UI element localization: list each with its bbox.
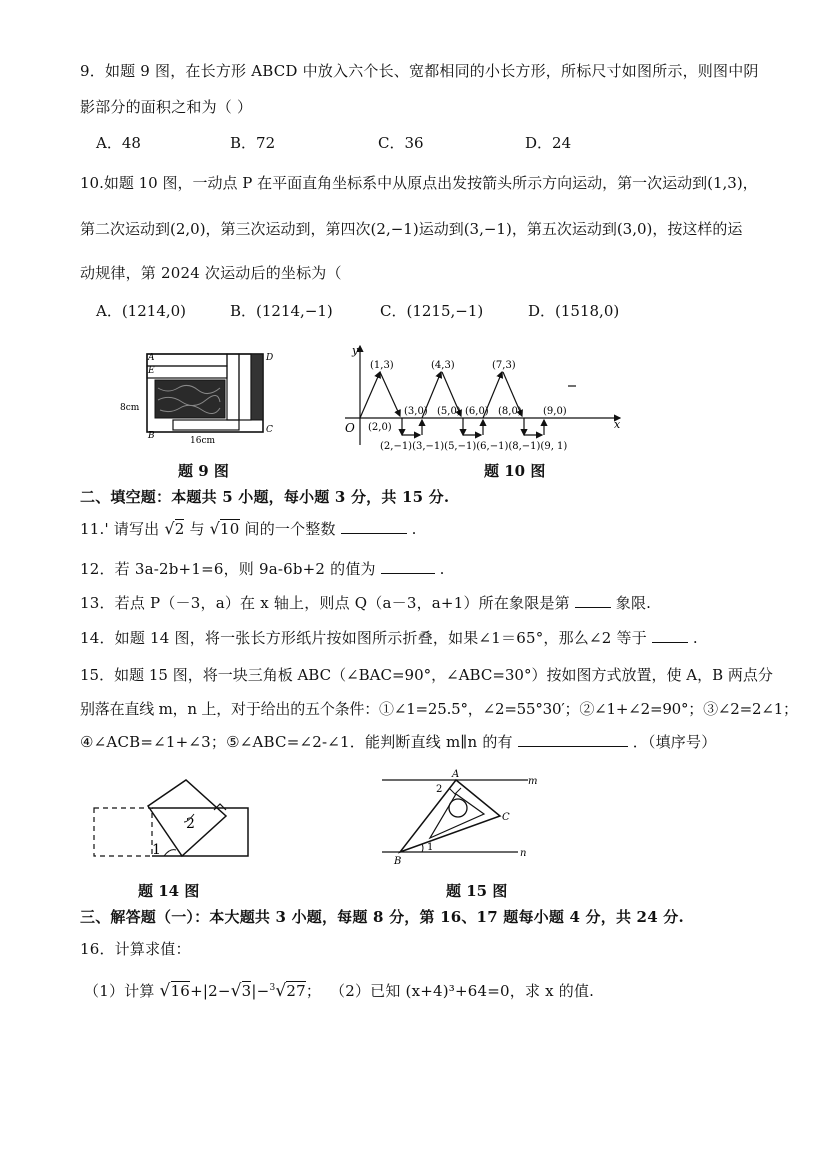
fig9-width-label: 16cm bbox=[190, 436, 216, 444]
fig15-label-m: m bbox=[528, 776, 538, 787]
q15-answer-blank[interactable] bbox=[518, 732, 628, 747]
figure-15 bbox=[378, 768, 538, 864]
q15-line3 bbox=[80, 731, 716, 752]
fig9-label-d: D bbox=[266, 353, 274, 363]
q11-sqrt2: 2 bbox=[174, 520, 185, 538]
q9-line1: 9．如题 9 图，在长方形 ABCD 中放入六个长、宽都相同的小长方形，所标尺寸如图所示，则图中阴 bbox=[80, 62, 759, 80]
q9-option-d: D．24 bbox=[525, 134, 572, 152]
q10-line3: 动规律，第 2024 次运动后的坐标为（ bbox=[80, 264, 342, 282]
section2-title: 二、填空题：本题共 5 小题，每小题 3 分，共 15 分. bbox=[80, 488, 450, 506]
fig10-y-label: y bbox=[352, 344, 359, 357]
q13-end: 象限. bbox=[615, 594, 652, 612]
fig9-label-c: C bbox=[266, 425, 273, 435]
fig9-label-e: E bbox=[148, 366, 155, 376]
fig14-caption: 题 14 图 bbox=[138, 882, 200, 900]
q15-end: ．（填序号） bbox=[632, 733, 717, 751]
figure-9 bbox=[118, 348, 278, 444]
q15-line2: 别落在直线 m，n 上，对于给出的五个条件：①∠1=25.5°，∠2=55°30′；②∠1+∠2=90°；③∠2=2∠1； bbox=[80, 700, 798, 718]
q9-line2: 影部分的面积之和为（ ） bbox=[80, 98, 253, 116]
q10-line1: 10.如题 10 图，一动点 P 在平面直角坐标系中从原点出发按箭头所示方向运动，第一次运动到(1,3)， bbox=[80, 174, 758, 192]
fig14-angle-2: 2 bbox=[186, 816, 195, 832]
sqrt-icon: √ bbox=[164, 519, 175, 538]
fig10-p30: (3,0) bbox=[404, 406, 428, 417]
sqrt-icon: √ bbox=[209, 519, 221, 538]
cube-root-icon: √ bbox=[275, 981, 287, 1001]
q15-line3-text: ④∠ACB=∠1+∠3；⑤∠ABC=∠2-∠1．能判断直线 m∥n 的有 bbox=[80, 733, 513, 751]
q13-answer-blank[interactable] bbox=[575, 593, 611, 608]
q13-text: 13．若点 P（－3，a）在 x 轴上，则点 Q（a－3，a+1）所在象限是第 bbox=[80, 594, 570, 612]
fig9-caption: 题 9 图 bbox=[178, 462, 229, 480]
q11-end: . bbox=[411, 520, 417, 538]
q10-option-a: A．(1214,0) bbox=[96, 302, 187, 320]
fig15-label-c: C bbox=[502, 812, 510, 823]
q16-p2-expr: (x+4)³+64=0，求 x 的值. bbox=[405, 982, 595, 1000]
fig9-height-label: 8cm bbox=[120, 403, 140, 413]
q14 bbox=[80, 627, 698, 648]
q12-answer-blank[interactable] bbox=[381, 559, 435, 574]
q11-sqrt10: 10 bbox=[220, 520, 240, 538]
fig10-x-label: x bbox=[614, 418, 621, 431]
fig10-caption: 题 10 图 bbox=[484, 462, 546, 480]
fig15-caption: 题 15 图 bbox=[446, 882, 508, 900]
fig10-p90: (9,0) bbox=[543, 406, 567, 417]
q11-mid: 与 bbox=[189, 520, 205, 538]
sqrt-icon: √ bbox=[230, 981, 242, 1001]
q16-title: 16．计算求值： bbox=[80, 940, 191, 958]
fig10-p43: (4,3) bbox=[431, 360, 455, 371]
q14-text: 14．如题 14 图，将一张长方形纸片按如图所示折叠，如果∠1＝65°，那么∠2 等于 bbox=[80, 629, 647, 647]
sqrt-icon: √ bbox=[159, 981, 171, 1001]
q16-p1-expr-a: 16 bbox=[170, 982, 191, 1000]
q12-end: . bbox=[439, 560, 445, 578]
q16-p1-expr-c: 3 bbox=[241, 982, 252, 1000]
fig10-p50: (5,0) bbox=[437, 406, 461, 417]
fig9-label-b: B bbox=[148, 431, 155, 441]
fig10-p13: (1,3) bbox=[370, 360, 394, 371]
q9-option-b: B．72 bbox=[230, 134, 276, 152]
q16-part2 bbox=[330, 980, 594, 1001]
section3-title: 三、解答题（一）：本大题共 3 小题，每题 8 分，第 16、17 题每小题 4 分，共 24 分. bbox=[80, 908, 684, 926]
q14-end: . bbox=[692, 629, 698, 647]
q14-answer-blank[interactable] bbox=[652, 628, 688, 643]
fig15-angle-1: 1 bbox=[427, 842, 434, 853]
fig10-p60: (6,0) bbox=[465, 406, 489, 417]
q10-line2: 第二次运动到(2,0)，第三次运动到，第四次(2,−1)运动到(3,−1)，第五次运动到(3,0)，按这样的运 bbox=[80, 220, 743, 238]
q12 bbox=[80, 558, 445, 579]
fig15-label-b: B bbox=[394, 856, 402, 864]
q16-p1-expr-b: +|2− bbox=[190, 982, 231, 1000]
figure-14 bbox=[90, 776, 260, 860]
q16-p1-end: ； bbox=[305, 982, 322, 1000]
q16-p1-expr-e: 27 bbox=[286, 982, 306, 1000]
q16-p2-label: （2）已知 bbox=[330, 982, 401, 1000]
fig15-label-a: A bbox=[452, 769, 460, 780]
q10-option-d: D．(1518,0) bbox=[528, 302, 620, 320]
fig9-label-a: A bbox=[148, 353, 155, 363]
figure-10 bbox=[340, 340, 630, 455]
q16-part1 bbox=[84, 980, 321, 1001]
q16-p1-root-index: 3 bbox=[269, 983, 276, 993]
fig10-p80: (8,0) bbox=[498, 406, 522, 417]
q16-p1-label: （1）计算 bbox=[84, 982, 155, 1000]
q13 bbox=[80, 592, 651, 613]
q10-option-c: C．(1215,−1) bbox=[380, 302, 484, 320]
fig10-p73: (7,3) bbox=[492, 360, 516, 371]
q16-p1-expr-d: |− bbox=[251, 982, 270, 1000]
q11-suffix: 间的一个整数 bbox=[244, 520, 336, 538]
q15-line1: 15．如题 15 图，将一块三角板 ABC（∠BAC=90°，∠ABC=30°）按如图方式放置，使 A，B 两点分 bbox=[80, 666, 773, 684]
q9-option-a: A．48 bbox=[96, 134, 141, 152]
fig10-p20: (2,0) bbox=[368, 422, 392, 433]
fig10-origin-label: O bbox=[345, 421, 355, 435]
q9-option-c: C．36 bbox=[378, 134, 424, 152]
q11-answer-blank[interactable] bbox=[341, 519, 407, 534]
q12-text: 12．若 3a-2b+1=6，则 9a-6b+2 的值为 bbox=[80, 560, 376, 578]
fig15-angle-2: 2 bbox=[436, 784, 443, 795]
fig10-bottom-labels: (2,−1)(3,−1)(5,−1)(6,−1)(8,−1)(9, 1) bbox=[380, 441, 568, 452]
q11-prefix: 11.' 请写出 bbox=[80, 520, 160, 538]
fig14-angle-1: 1 bbox=[152, 842, 161, 858]
q10-option-b: B．(1214,−1) bbox=[230, 302, 333, 320]
fig15-label-n: n bbox=[520, 848, 527, 859]
q11 bbox=[80, 518, 417, 539]
